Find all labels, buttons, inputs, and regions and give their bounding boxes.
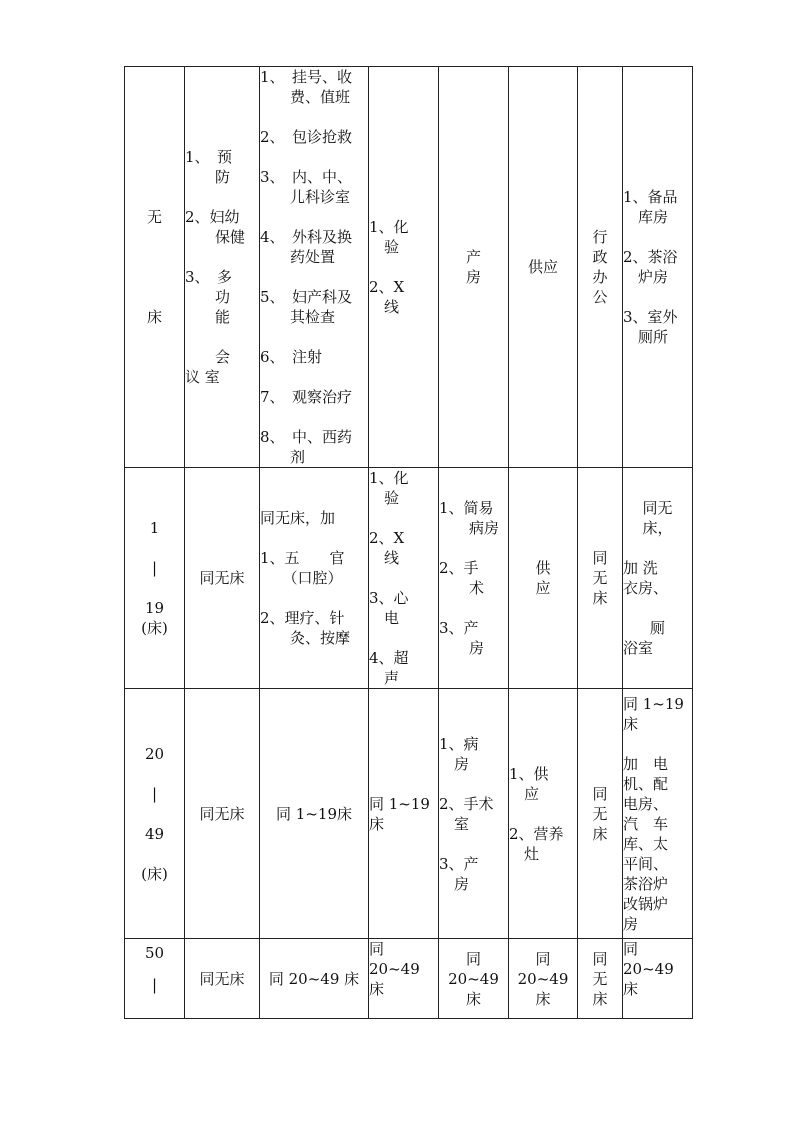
table-row xyxy=(125,939,693,1019)
col-supply-cell: 供 应 xyxy=(509,468,578,689)
col-supply-cell: 1、供 应 2、营养 灶 xyxy=(509,689,578,939)
col-outpatient-cell: 1、 挂号、收 费、值班 2、 包诊抢救 3、 内、中、 儿科诊室 4、 外科及换 药处置 5、 妇产科及 其检查 6、 注射 7、 观察治疗 8、 中、西药 剂 xyxy=(260,67,369,468)
table-row xyxy=(125,689,693,939)
col-other-cell: 同 1~19 床 加 电 机、配 电房、 汽 车 库、太 平间、 茶浴炉 改锅炉 房 xyxy=(623,689,693,939)
col-lab-cell: 1、化 验 2、X 线 xyxy=(369,67,439,468)
bed-count-cell: 50 | xyxy=(125,939,185,1019)
col-supply-cell: 同 20~49 床 xyxy=(509,939,578,1019)
col-other-cell: 1、备品 库房 2、茶浴 炉房 3、室外 厕所 xyxy=(623,67,693,468)
col-prevention-cell: 同无床 xyxy=(185,468,260,689)
col-other-cell: 同 20~49 床 xyxy=(623,939,693,1019)
col-ward-cell: 同 20~49 床 xyxy=(439,939,509,1019)
col-ward-cell: 1、病 房 2、手术 室 3、产 房 xyxy=(439,689,509,939)
col-admin-cell: 行 政 办 公 xyxy=(578,67,623,468)
table-row xyxy=(125,67,693,468)
col-outpatient-cell: 同无床，加 1、五 官 （口腔） 2、理疗、针 灸、按摩 xyxy=(260,468,369,689)
col-outpatient-cell: 同 20~49 床 xyxy=(260,939,369,1019)
col-prevention-cell: 1、 预 防 2、妇幼 保健 3、 多 功 能 会 议 室 xyxy=(185,67,260,468)
table-row xyxy=(125,468,693,689)
bed-count-cell: 1 | 19 (床) xyxy=(125,468,185,689)
col-ward-cell: 1、简易 病房 2、手 术 3、产 房 xyxy=(439,468,509,689)
col-prevention-cell: 同无床 xyxy=(185,689,260,939)
col-ward-cell: 产 房 xyxy=(439,67,509,468)
bed-count-cell: 20 | 49 (床) xyxy=(125,689,185,939)
col-admin-cell: 同 无 床 xyxy=(578,689,623,939)
col-lab-cell: 同 20~49 床 xyxy=(369,939,439,1019)
col-prevention-cell: 同无床 xyxy=(185,939,260,1019)
col-supply-cell: 供应 xyxy=(509,67,578,468)
col-outpatient-cell: 同 1~19床 xyxy=(260,689,369,939)
col-admin-cell: 同 无 床 xyxy=(578,468,623,689)
col-admin-cell: 同 无 床 xyxy=(578,939,623,1019)
col-other-cell: 同无 床， 加 洗 衣房、 厕 浴室 xyxy=(623,468,693,689)
bed-count-cell: 无 床 xyxy=(125,67,185,468)
col-lab-cell: 同 1~19 床 xyxy=(369,689,439,939)
col-lab-cell: 1、化 验 2、X 线 3、心 电 4、超 声 xyxy=(369,468,439,689)
facility-table xyxy=(124,66,693,1019)
